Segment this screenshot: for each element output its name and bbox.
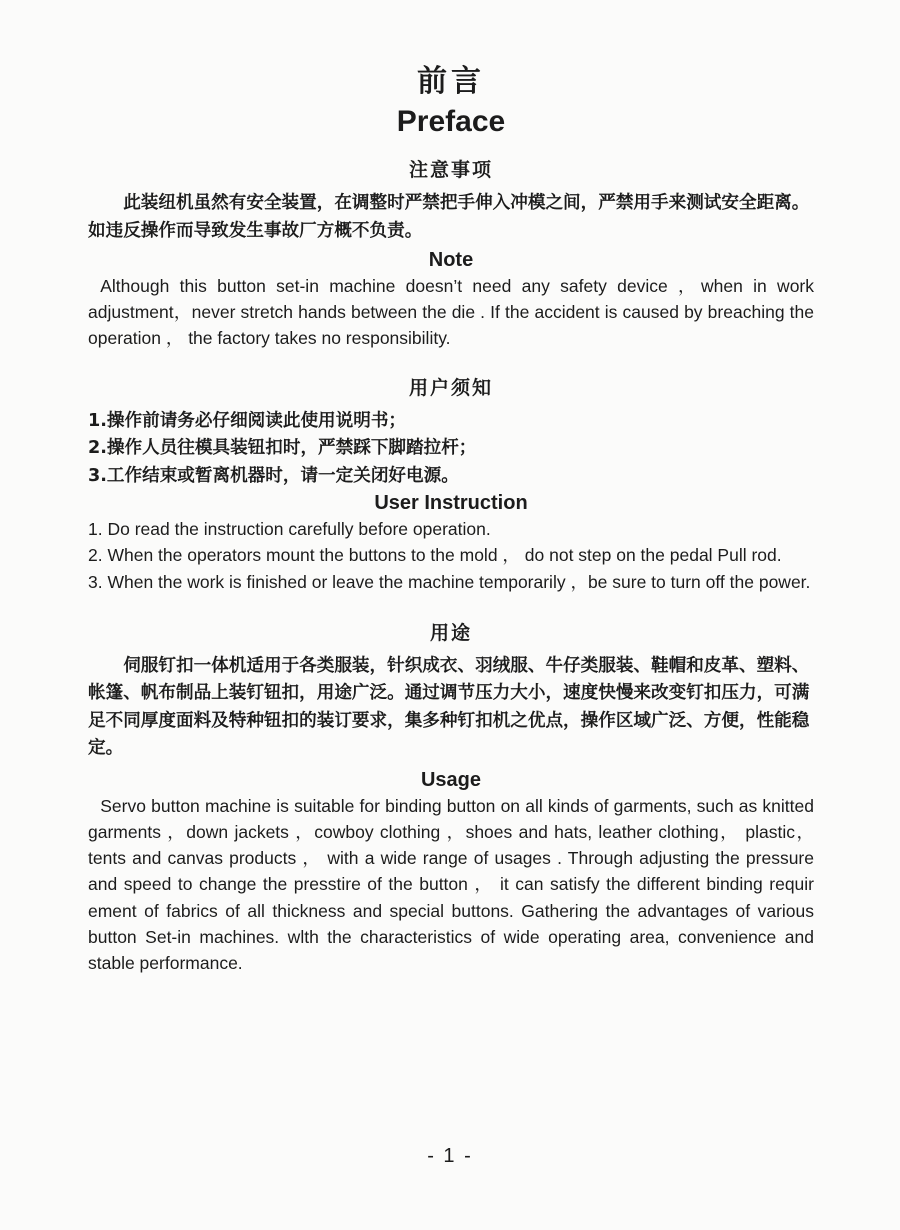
preface-page [88, 62, 814, 976]
note-body-english: Although this button set-in machine doesn’t need any safety device ，when in work adjustment，never stretch hands between the die . If the accident is caused by breaching the operation ， the factory takes no responsibility. [88, 276, 814, 349]
list-item: 2.操作人员往模具装钮扣时，严禁踩下脚踏拉杆； [88, 438, 477, 459]
page-number: - 1 - [427, 1145, 473, 1167]
usage-body-english: Servo button machine is suitable for binding button on all kinds of garments, such as knitted garments ，down jackets ，cowboy clothing ，shoes and hats, leather clothing， plastic， tents and canvas products ， with a wide range of usages . Through adjusting the pressure and speed to change the presstire of the button ， it can satisfy the different binding requir ement of fabrics of all thickness and special buttons. Gathering the advantages of various button Set-in machines. wlth the characteristics of wide operating area, convenience and stable performance. [88, 795, 814, 973]
list-item: 1. Do read the instruction carefully before operation. [88, 519, 491, 540]
note-section [88, 156, 814, 352]
title-chinese: 前言 [417, 64, 485, 99]
note-body-chinese: 此装纽机虽然有安全装置，在调整时严禁把手伸入冲模之间，严禁用手来测试安全距离。如违反操作而导致发生事故厂方概不负责。 [88, 193, 810, 241]
title-english: Preface [396, 105, 506, 138]
list-item: 3. When the work is finished or leave the machine temporarily ，be sure to turn off the power. [88, 571, 811, 592]
note-heading-english: Note [428, 249, 474, 271]
usage-heading-english: Usage [420, 768, 482, 791]
user-instruction-heading-english: User Instruction [374, 492, 528, 515]
usage-heading-chinese: 用途 [429, 621, 472, 644]
usage-body-chinese: 伺服钉扣一体机适用于各类服装，针织成衣、羽绒服、牛仔类服装、鞋帽和皮革、塑料、帐篷、帆布制品上装钉钮扣，用途广泛。通过调节压力大小，速度快慢来改变钉扣压力，可满足不同厚度面料及特种钮扣的装订要求，集多种钉扣机之优点，操作区域广泛、方便，性能稳定。 [88, 655, 810, 759]
user-instruction-list-english [88, 516, 814, 595]
user-instruction-section [88, 374, 814, 595]
note-heading-chinese: 注意事项 [408, 159, 493, 181]
user-instruction-heading-chinese: 用户须知 [408, 376, 493, 399]
user-instruction-list-chinese [88, 408, 814, 491]
list-item: 2. When the operators mount the buttons to the mold ， do not step on the pedal Pull rod. [88, 545, 782, 566]
list-item: 1.操作前请务必仔细阅读此使用说明书； [88, 410, 407, 431]
list-item: 3.工作结束或暂离机器时，请一定关闭好电源。 [88, 465, 459, 486]
usage-section [88, 619, 814, 976]
